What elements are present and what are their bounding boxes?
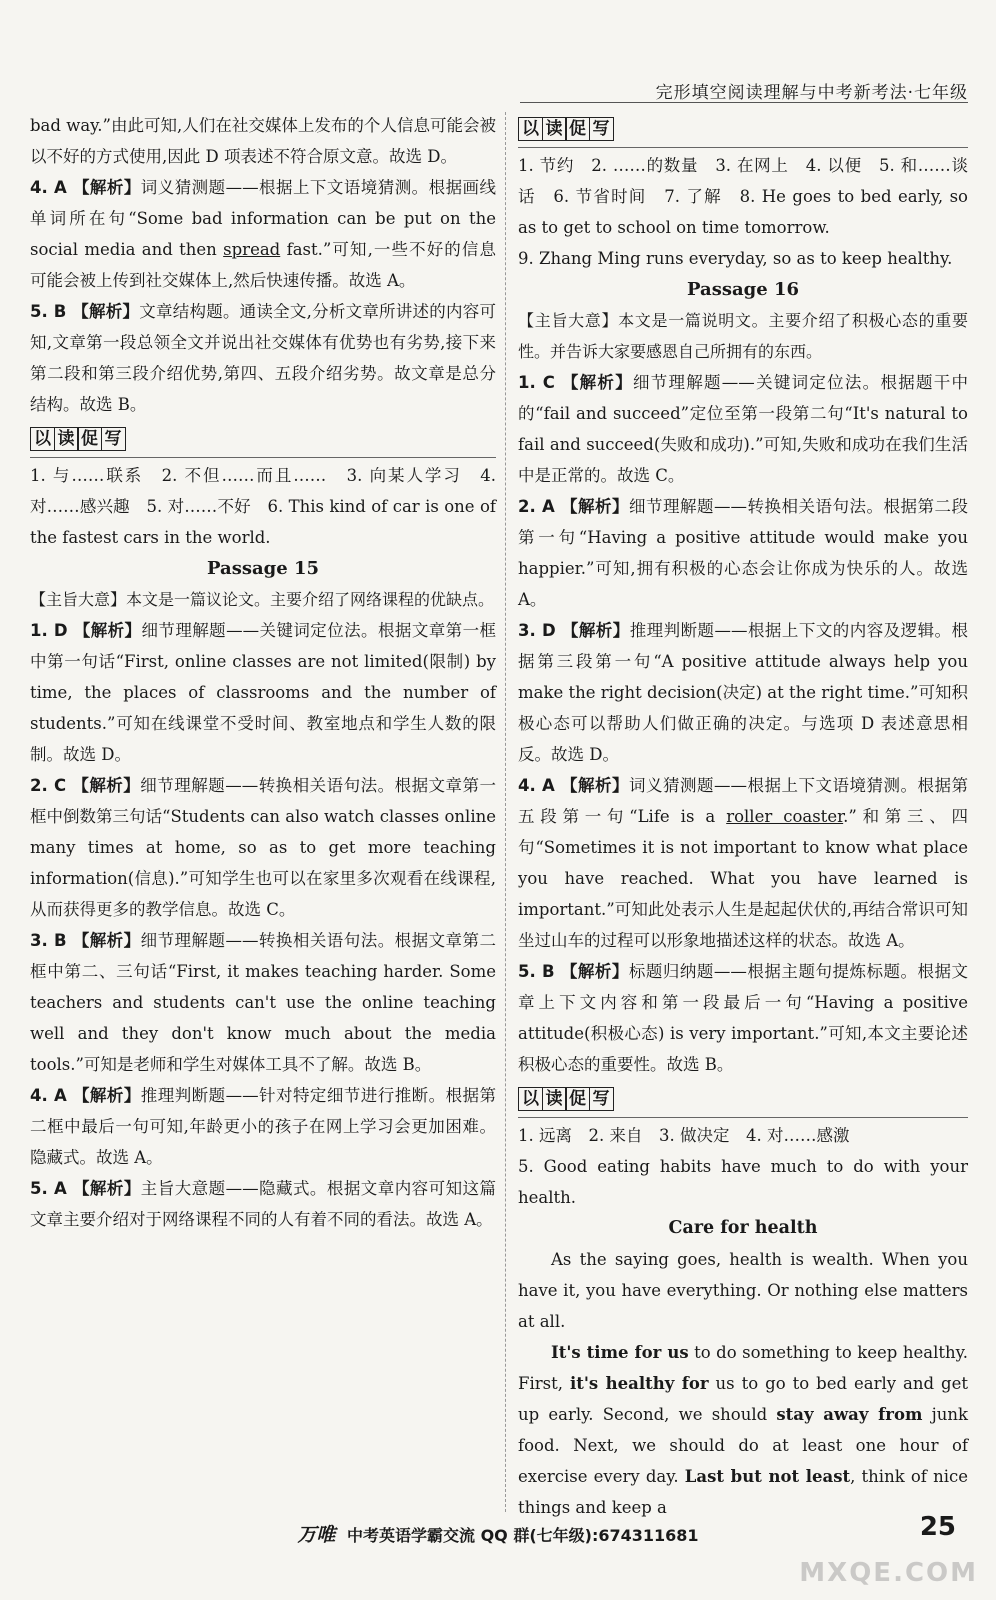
- question-explanation: [30, 925, 496, 1080]
- essay-title: Care for health: [668, 1218, 818, 1238]
- key-phrase: it's healthy for: [569, 1374, 709, 1393]
- section-tag-char: 促: [77, 427, 102, 451]
- answer-paragraph: 5. Good eating habits have much to do with your health.: [518, 1157, 968, 1207]
- passage-title: Passage 15: [207, 558, 319, 579]
- page-header: [0, 0, 996, 103]
- header-title: 完形填空阅读理解与中考新考法·七年级: [655, 83, 968, 103]
- section-rule: [518, 1117, 968, 1118]
- section-tag-char: 写: [589, 117, 614, 141]
- essay-text: us to go to bed early and get up early. Second, we should: [518, 1374, 968, 1424]
- underlined-word: roller coaster: [726, 807, 844, 826]
- explanation-text: 细节理解题——关键词定位法。根据题干中的“fail and succeed”定位至第一段第二句“It's natural to fail and succeed(失败和成功).”可知,失败和成功在我们生活中是正常的。故选 C。: [518, 373, 969, 485]
- explanation-tag: 【解析】: [561, 497, 630, 516]
- question-number: 4. A: [30, 1086, 73, 1105]
- question-explanation: [30, 172, 496, 296]
- right-column: [518, 110, 968, 1523]
- answer-paragraph: 1. 节约 2. ……的数量 3. 在网上 4. 以便 5. 和……谈话 6. 节省时间 7. 了解 8. He goes to bed early, so as to get to school on time tomorrow.: [518, 156, 968, 237]
- passage-title: Passage 16: [687, 279, 799, 300]
- explanation-text: 细节理解题——转换相关语句法。根据文章第二框中第二、三句话“First, it makes teaching harder. Some teachers and students can't use the online teaching well and they don't know much about the media tools.”可知是老师和学生对媒体工具不了解。故选 B。: [30, 931, 496, 1074]
- section-tag-char: 读: [542, 117, 567, 141]
- explanation-text: 文章结构题。通读全文,分析文章所讲述的内容可知,文章第一段总领全文并说出社交媒体有优势也有劣势,接下来第二段和第三段介绍优势,第四、五段介绍劣势。故文章是总分结构。故选 B。: [30, 302, 496, 414]
- explanation-text: 细节理解题——转换相关语句法。根据文章第一框中倒数第三句话“Students can also watch classes online many times at home, so as to get more teaching information(信息).”可知学生也可以在家里多次观看在线课程,从而获得更多的教学信息。故选 C。: [30, 776, 497, 919]
- column-divider: [505, 112, 506, 1512]
- question-explanation: [518, 491, 968, 615]
- section-tag-read-write: [30, 424, 124, 455]
- explanation-text: 细节理解题——关键词定位法。根据文章第一框中第一句话“First, online classes are not limited(限制) by time, the places of classrooms and the number of students.”可知在线课堂不受时间、教室地点和学生人数的限制。故选 D。: [30, 621, 497, 764]
- explanation-text: 词义猜测题——根据上下文语境猜测。根据第五段第一句“Life is a: [518, 776, 969, 826]
- question-number: 4. A: [30, 178, 73, 197]
- question-number: 3. D: [518, 621, 562, 640]
- explanation-tag: 【解析】: [561, 373, 633, 392]
- question-number: 1. C: [518, 373, 562, 392]
- essay-text: to do something to keep healthy. First,: [518, 1343, 968, 1393]
- question-explanation: [30, 296, 496, 420]
- question-number: 1. D: [30, 621, 74, 640]
- section-rule: [30, 457, 496, 458]
- explanation-tag: 【解析】: [72, 1086, 141, 1105]
- essay-paragraph: As the saying goes, health is wealth. When you have it, you have everything. Or nothing else matters at all.: [518, 1250, 968, 1331]
- explanation-tag: 【解析】: [72, 302, 140, 321]
- explanation-text: 标题归纳题——根据主题句提炼标题。根据文章上下文内容和第一段最后一句“Having a positive attitude(积极心态) is very important.”可知,本文主要论述积极心态的重要性。故选 B。: [518, 962, 969, 1074]
- explanation-text-tail: fast.”可知,一些不好的信息可能会被上传到社交媒体上,然后快速传播。故选 A。: [30, 240, 496, 290]
- section-tag-char: 写: [589, 1087, 614, 1111]
- section-tag-char: 读: [542, 1087, 567, 1111]
- explanation-tag: 【解析】: [72, 776, 141, 795]
- answer-paragraph: 9. Zhang Ming runs everyday, so as to keep healthy.: [518, 249, 953, 268]
- explanation-tag: 【解析】: [561, 776, 630, 795]
- explanation-tag: 【解析】: [73, 621, 142, 640]
- explanation-tag: 【解析】: [72, 178, 141, 197]
- section-tag-read-write: [518, 1084, 612, 1115]
- left-column: [30, 110, 496, 1235]
- question-number: 4. A: [518, 776, 562, 795]
- essay-text: , think of nice things and keep a: [518, 1467, 968, 1517]
- question-explanation: [30, 770, 496, 925]
- essay-text: junk food. Next, we should do at least one hour of exercise every day.: [518, 1405, 968, 1486]
- section-tag-char: 写: [101, 427, 126, 451]
- question-explanation: [30, 1173, 496, 1235]
- page-number: 25: [919, 1512, 956, 1542]
- section-tag-char: 促: [565, 117, 590, 141]
- question-number: 3. B: [30, 931, 73, 950]
- footer-text: 中考英语学霸交流 QQ 群(七年级):674311681: [347, 1526, 699, 1545]
- question-explanation: [30, 615, 496, 770]
- section-rule: [518, 147, 968, 148]
- question-number: 2. A: [518, 497, 562, 516]
- explanation-tag: 【解析】: [72, 931, 141, 950]
- summary-paragraph: 【主旨大意】本文是一篇议论文。主要介绍了网络课程的优缺点。: [30, 590, 495, 609]
- header-rule: [520, 102, 968, 103]
- explanation-text: 推理判断题——针对特定细节进行推断。根据第二框中最后一句可知,年龄更小的孩子在网上学习会更加困难。隐藏式。故选 A。: [30, 1086, 497, 1167]
- section-tag-char: 以: [518, 1087, 543, 1111]
- watermark: MXQE.COM: [799, 1558, 978, 1588]
- section-tag-char: 读: [54, 427, 79, 451]
- question-explanation: [518, 615, 968, 770]
- underlined-word: spread: [223, 240, 281, 259]
- question-explanation: [518, 367, 968, 491]
- explanation-text: 词义猜测题——根据上下文语境猜测。根据画线单词所在句“Some bad information can be put on the social media and then: [30, 178, 497, 259]
- section-tag-char: 以: [30, 427, 55, 451]
- answer-paragraph: bad way.”由此可知,人们在社交媒体上发布的个人信息可能会被以不好的方式使用,因此 D 项表述不符合原文意。故选 D。: [30, 116, 496, 166]
- footer-logo: 万唯: [297, 1524, 336, 1546]
- section-tag-char: 以: [518, 117, 543, 141]
- question-number: 5. B: [518, 962, 561, 981]
- explanation-tag: 【解析】: [72, 1179, 141, 1198]
- section-tag-read-write: [518, 114, 612, 145]
- key-phrase: Last but not least: [684, 1467, 851, 1486]
- page-footer: [0, 1520, 996, 1560]
- key-phrase: stay away from: [776, 1405, 923, 1424]
- question-number: 2. C: [30, 776, 73, 795]
- explanation-text: 主旨大意题——隐藏式。根据文章内容可知这篇文章主要介绍对于网络课程不同的人有着不同的看法。故选 A。: [30, 1179, 497, 1229]
- key-phrase: It's time for us: [551, 1343, 689, 1362]
- explanation-text: 细节理解题——转换相关语句法。根据第二段第一句“Having a positive attitude would make you happier.”可知,拥有积极的心态会让你成为快乐的人。故选 A。: [518, 497, 969, 609]
- explanation-text-tail: .”和第三、四句“Sometimes it is not important to know what place you have reached. What you have learned is important.”可知此处表示人生是起起伏伏的,再结合常识可知坐过山车的过程可以形象地描述这样的状态。故选 A。: [518, 807, 968, 950]
- answer-paragraph: 1. 远离 2. 来自 3. 做决定 4. 对……感激: [518, 1126, 850, 1145]
- question-number: 5. A: [30, 1179, 73, 1198]
- question-explanation: [30, 1080, 496, 1173]
- section-tag-char: 促: [565, 1087, 590, 1111]
- answer-paragraph: 1. 与……联系 2. 不但……而且…… 3. 向某人学习 4. 对……感兴趣 5. 对……不好 6. This kind of car is one of the fastest cars in the world.: [30, 466, 496, 547]
- question-explanation: [518, 770, 968, 956]
- explanation-tag: 【解析】: [561, 621, 630, 640]
- summary-paragraph: 【主旨大意】本文是一篇说明文。主要介绍了积极心态的重要性。并告诉大家要感恩自己所拥有的东西。: [518, 311, 968, 361]
- explanation-text: 推理判断题——根据上下文的内容及逻辑。根据第三段第一句“A positive attitude always help you make the right decision(决定) at the right time.”可知积极心态可以帮助人们做正确的决定。与选项 D 表述意思相反。故选 D。: [518, 621, 968, 764]
- question-explanation: [518, 956, 968, 1080]
- explanation-tag: 【解析】: [560, 962, 629, 981]
- essay-paragraph: [518, 1337, 968, 1523]
- question-number: 5. B: [30, 302, 73, 321]
